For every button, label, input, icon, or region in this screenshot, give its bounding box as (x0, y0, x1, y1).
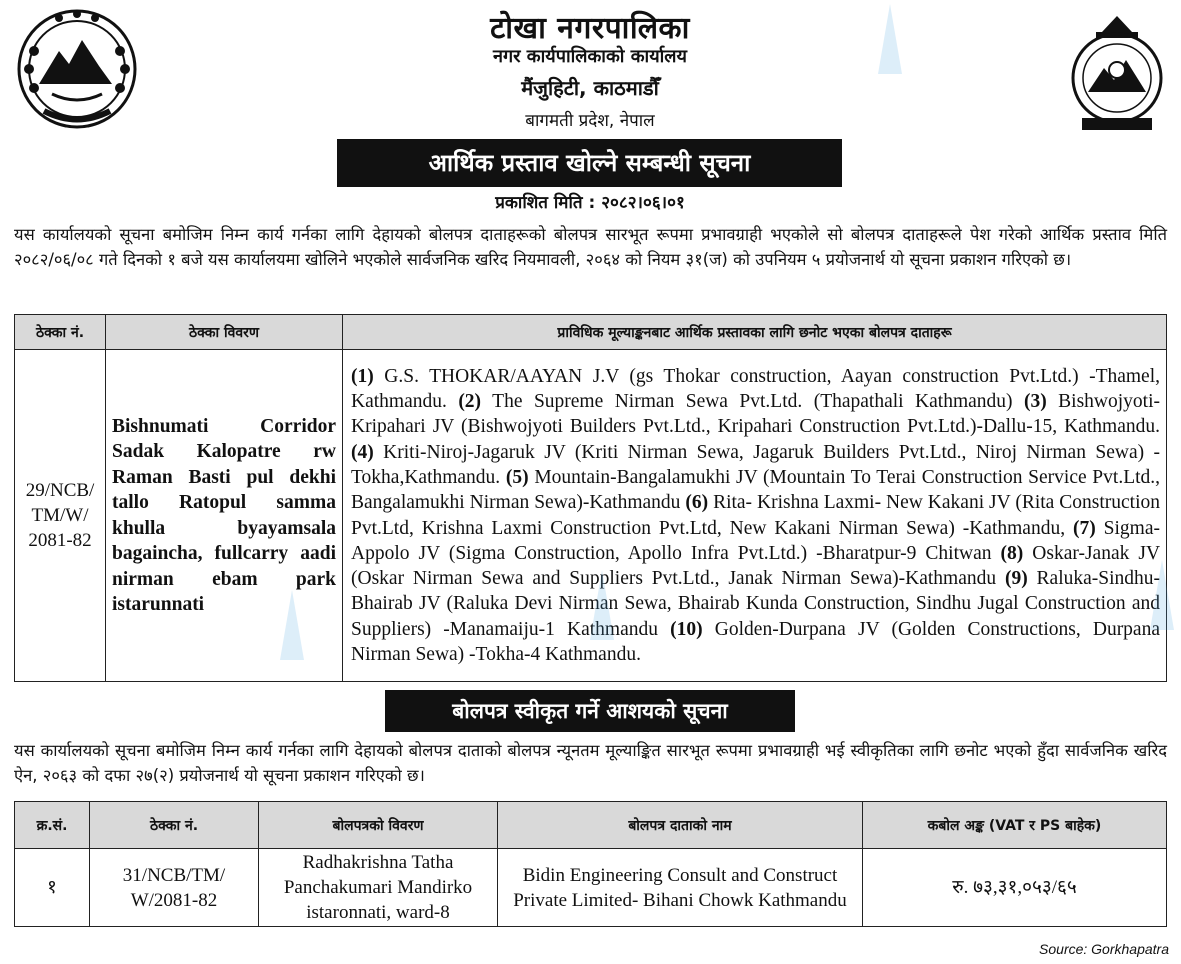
province-name: बागमती प्रदेश, नेपाल (525, 111, 655, 131)
col-contract-no: ठेक्का नं. (90, 802, 259, 849)
notice1-body: यस कार्यालयको सूचना बमोजिम निम्न कार्य गर्नका लागि देहायको बोलपत्र दाताहरूको बोलपत्र सारभूत रूपमा प्रभावग्राही भएकोले सो बोलपत्र दाताहरूले पेश गरेको आर्थिक प्रस्ताव मिति २०८२/०६/०८ गते दिनको १ बजे यस कार्यालयमा खोलिने भएकोले सार्वजनिक खरिद नियमावली, २०६४ को नियम ३१(ज) को उपनियम ५ प्रयोजनार्थ यो सूचना प्रकाशन गरिएको छ। (14, 225, 1167, 269)
contract-no-cell: 29/NCB/ TM/W/ 2081-82 (15, 350, 106, 682)
bidder-text: The Supreme Nirman Sewa Pvt.Ltd. (Thapathali Kathmandu) (492, 391, 1013, 413)
col-contract-no: ठेक्का नं. (15, 315, 106, 350)
bidder-num: (7) (1073, 517, 1096, 539)
contract-desc-cell: Bishnumati Corridor Sadak Kalopatre rw Raman Basti pul dekhi tallo Ratopul samma khulla byayamsala bagaincha, fullcarry aadi nirman ebam park istarunnati (106, 350, 343, 682)
bidders-cell (343, 350, 1167, 682)
watermark-icon (878, 4, 902, 74)
col-bidders: प्राविधिक मूल्याङ्कनबाट आर्थिक प्रस्तावका लागि छनोट भएका बोलपत्र दाताहरू (343, 315, 1167, 350)
bidder-text: Mountain-Bangalamukhi JV (Mountain To Terai Construction Service Pvt.Ltd., Bangalamukhi Nirman Sewa)-Kathmandu (351, 466, 1161, 514)
bidder-text: Oskar-Janak JV (Oskar Nirman Sewa and Suppliers Pvt.Ltd., Janak Nirman Sewa)-Kathmandu (351, 542, 1161, 590)
amount-cell: रु. ७३,३१,०५३/६५ (863, 849, 1167, 927)
bid-desc-cell: Radhakrishna Tatha Panchakumari Mandirko istaronnati, ward-8 (259, 849, 498, 927)
municipality-logo-icon (1066, 10, 1168, 134)
col-sn: क्र.सं. (15, 802, 90, 849)
bidder-text: Raluka-Sindhu-Bhairab JV (Raluka Devi Nirman Sewa, Bhairab Kunda Construction, Sindhu Jugal Construction and Suppliers) -Manamaiju-1 Kathmandu (351, 568, 1161, 640)
bidder-text: Golden-Durpana JV (Golden Constructions, Durpana Nirman Sewa) -Tokha-4 Kathmandu. (351, 618, 1160, 665)
nepal-emblem-icon (14, 6, 140, 132)
office-name: नगर कार्यपालिकाको कार्यालय (493, 46, 687, 67)
col-bid-desc: बोलपत्रको विवरण (259, 802, 498, 849)
bid-acceptance-table (14, 801, 1167, 927)
bidder-num: (9) (1004, 568, 1028, 590)
sn-cell: १ (15, 849, 90, 927)
notice2-title: बोलपत्र स्वीकृत गर्ने आशयको सूचना (385, 690, 795, 732)
col-bidder-name: बोलपत्र दाताको नाम (498, 802, 863, 849)
bidder-name-cell: Bidin Engineering Consult and Construct Private Limited- Bihani Chowk Kathmandu (498, 849, 863, 927)
bidder-text: Bishwojyoti-Kripahari JV (Bishwojyoti Builders Pvt.Ltd., Kripahari Construction Pvt.Ltd.)-Dallu-15, Kathmandu. (351, 391, 1161, 438)
bidder-text: Rita- Krishna Laxmi- New Kakani JV (Rita Construction Pvt.Ltd, Krishna Laxmi Construction Pvt.Ltd, New Kakani Nirman Sewa) -Kathmandu, (351, 492, 1161, 539)
notice1-title: आर्थिक प्रस्ताव खोल्ने सम्बन्धी सूचना (337, 139, 842, 187)
bidder-num: (3) (1023, 391, 1047, 413)
col-contract-desc: ठेक्का विवरण (106, 315, 343, 350)
bidder-text: Kriti-Niroj-Jagaruk JV (Kriti Nirman Sewa, Jagaruk Builders Pvt.Ltd., Niroj Nirman Sewa) -Tokha,Kathmandu. (351, 441, 1161, 488)
bidder-num: (5) (505, 466, 529, 488)
watermark-icon (590, 570, 614, 640)
bidder-num: (8) (1000, 542, 1024, 564)
bidder-text: G.S. THOKAR/AAYAN J.V (gs Thokar construction, Aayan construction Pvt.Ltd.) -Thamel, Kathmandu. (351, 365, 1160, 413)
municipality-name: टोखा नगरपालिका (490, 11, 690, 46)
source-credit: Source: Gorkhapatra (1039, 941, 1169, 957)
watermark-icon (1150, 560, 1174, 630)
bidder-text: Sigma-Appolo JV (Sigma Construction, Apollo Infra Pvt.Ltd.) -Bharatpur-9 Chitwan (351, 517, 1161, 564)
col-amount: कबोल अङ्क (VAT र PS बाहेक) (863, 802, 1167, 849)
bidder-num: (1) (351, 365, 374, 387)
contract-no-cell: 31/NCB/TM/ W/2081-82 (90, 849, 259, 927)
bidder-num: (6) (685, 492, 709, 514)
table-header-row (15, 802, 1167, 849)
bidder-num: (10) (670, 618, 703, 640)
table-row (15, 849, 1167, 927)
table-header-row (15, 315, 1167, 350)
notice2-body: यस कार्यालयको सूचना बमोजिम निम्न कार्य गर्नका लागि देहायको बोलपत्र दाताको बोलपत्र न्यूनतम मूल्याङ्कित सारभूत रूपमा प्रभावग्राही भई स्वीकृतिका लागि छनोट भएको हुँदा सार्वजनिक खरिद ऐन, २०६३ को दफा २७(२) प्रयोजनार्थ यो सूचना प्रकाशन गरिएको छ। (14, 741, 1167, 785)
office-location: मैंजुहिटी, काठमाडौँ (521, 76, 659, 100)
bidder-num: (2) (458, 391, 482, 413)
watermark-icon (280, 590, 304, 660)
bidder-num: (4) (351, 441, 374, 463)
published-date: प्रकाशित मिति : २०८२।०६।०१ (495, 193, 685, 213)
